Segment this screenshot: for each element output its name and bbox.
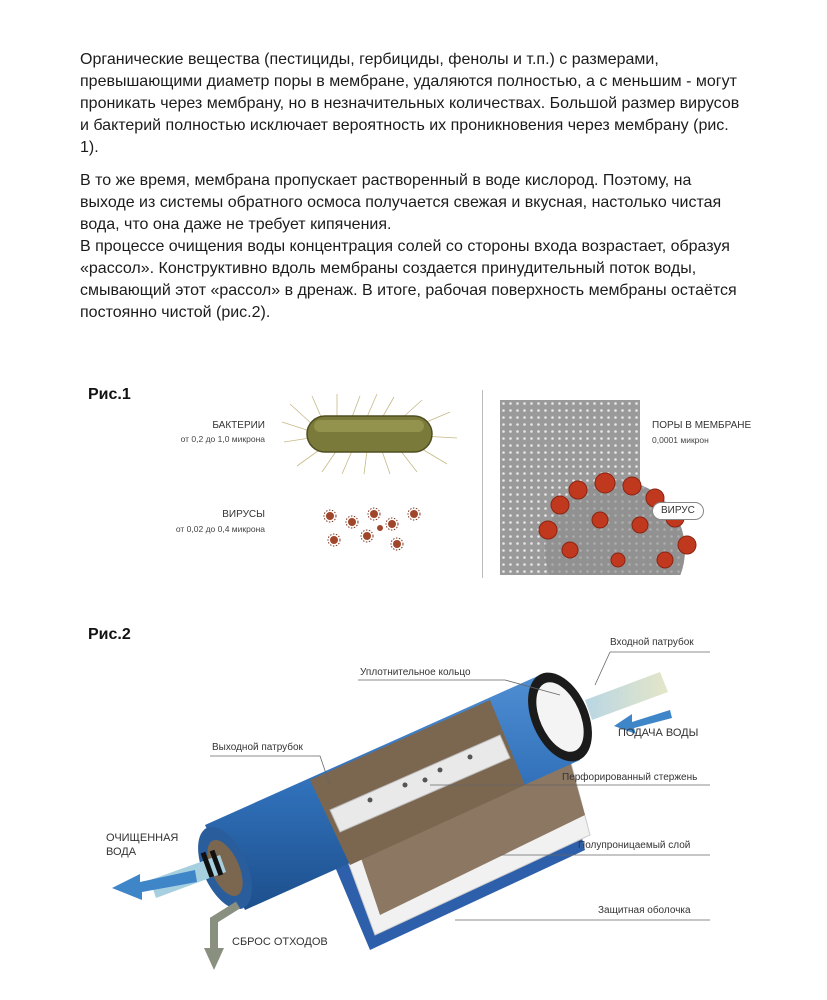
pores-size: 0,0001 микрон — [652, 435, 709, 445]
small-viruses-illustration — [322, 504, 432, 554]
viruses-label: ВИРУСЫ — [222, 509, 265, 520]
bacteria-label: БАКТЕРИИ — [212, 420, 265, 431]
seal-ring-label: Уплотнительное кольцо — [360, 667, 471, 678]
fig2-title: Рис.2 — [88, 626, 131, 643]
fig1-title: Рис.1 — [88, 386, 131, 403]
pores-label: ПОРЫ В МЕМБРАНЕ — [652, 420, 752, 431]
bacterium-illustration — [282, 394, 462, 474]
outlet-label: Выходной патрубок — [212, 742, 303, 753]
bacteria-size: от 0,2 до 1,0 микрона — [180, 434, 265, 444]
paragraph-brine: В процессе очищения воды концентрация солей со стороны входа возрастает, образуя «рассол». Конструктивно вдоль мембраны создается принудительный поток воды, смывающий этот «рассол» в дренаж. В итоге, рабочая поверхность мембраны остаётся постоянно чистой (рис.2). — [80, 238, 737, 321]
inlet-label: Входной патрубок — [610, 637, 694, 648]
semipermeable-layer-label: Полупроницаемый слой — [578, 840, 691, 851]
purified-water-label-2: ВОДА — [106, 846, 137, 858]
waste-discharge-label: СБРОС ОТХОДОВ — [232, 936, 328, 948]
paragraph-organic: Органические вещества (пестициды, гербициды, фенолы и т.п.) с размерами, превышающими диаметр поры в мембране, удаляются полностью, а с меньшим - могут проникать через мембрану, но в незначительных количествах. Большой размер вирусов и бактерий полностью исключает вероятность их проникновения через мембрану (рис. 1). — [80, 51, 740, 156]
fig1-divider — [482, 390, 483, 578]
viruses-size: от 0,02 до 0,4 микрона — [175, 524, 265, 534]
paragraph-oxygen: В то же время, мембрана пропускает растворенный в воде кислород. Поэтому, на выходе из системы обратного осмоса получается свежая и вкусная, настолько чистая вода, что она даже не требует кипячения. — [80, 172, 722, 233]
virus-tag: ВИРУС — [652, 502, 704, 520]
perforated-rod-label: Перфорированный стержень — [562, 772, 698, 783]
water-supply-label: ПОДАЧА ВОДЫ — [618, 727, 699, 739]
protective-shell-label: Защитная оболочка — [598, 905, 691, 916]
purified-water-label-1: ОЧИЩЕННАЯ — [106, 832, 179, 844]
membrane-cartridge-illustration — [0, 600, 827, 1000]
